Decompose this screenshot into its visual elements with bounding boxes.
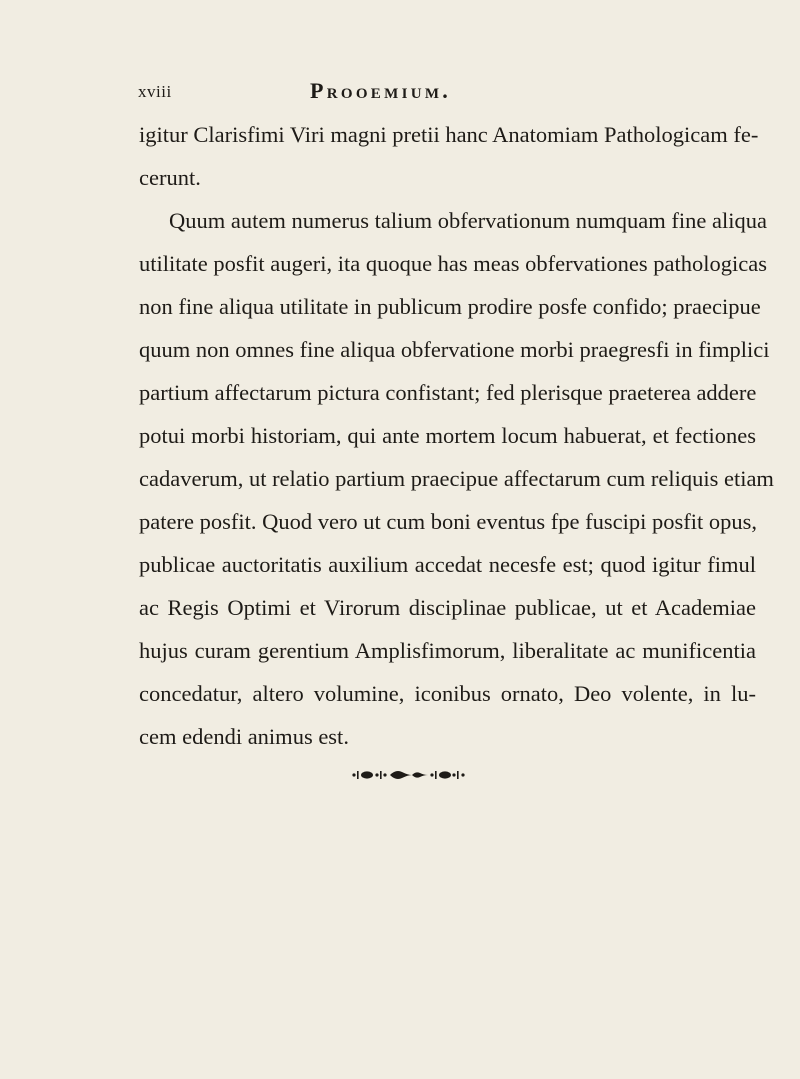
text-line-8: potui morbi historiam, qui ante mortem locum habuerat, et fectiones	[139, 423, 756, 448]
running-head: Prooemium.	[310, 78, 452, 103]
text-line-12: ac Regis Optimi et Virorum disciplinae publicae, ut et Academiae	[139, 595, 756, 620]
page-number: xviii	[138, 82, 172, 101]
text-line-11: publicae auctoritatis auxilium accedat necesfe est; quod igitur fimul	[139, 552, 756, 577]
text-line-6: quum non omnes fine aliqua obfervatione morbi praegresfi in fimplici	[139, 337, 770, 362]
text-line-13: hujus curam gerentium Amplisfimorum, liberalitate ac munificentia	[139, 638, 756, 663]
text-line-15: cem edendi animus est.	[139, 724, 349, 749]
text-line-5: non fine aliqua utilitate in publicum prodire posfe confido; praecipue	[139, 294, 761, 319]
printer-ornament-icon	[350, 768, 468, 782]
text-line-7: partium affectarum pictura confistant; fed plerisque praeterea addere	[139, 380, 757, 405]
text-line-3: Quum autem numerus talium obfervationum numquam fine aliqua	[169, 208, 767, 233]
text-line-9: cadaverum, ut relatio partium praecipue affectarum cum reliquis etiam	[139, 466, 774, 491]
text-line-2: cerunt.	[139, 165, 201, 190]
text-line-10: patere posfit. Quod vero ut cum boni eventus fpe fuscipi posfit opus,	[139, 509, 758, 534]
text-line-1: igitur Clarisfimi Viri magni pretii hanc Anatomiam Pathologicam fe-	[139, 122, 759, 147]
text-line-4: utilitate posfit augeri, ita quoque has meas obfervationes pathologicas	[139, 251, 767, 276]
text-line-14: concedatur, altero volumine, iconibus ornato, Deo volente, in lu-	[139, 681, 756, 706]
